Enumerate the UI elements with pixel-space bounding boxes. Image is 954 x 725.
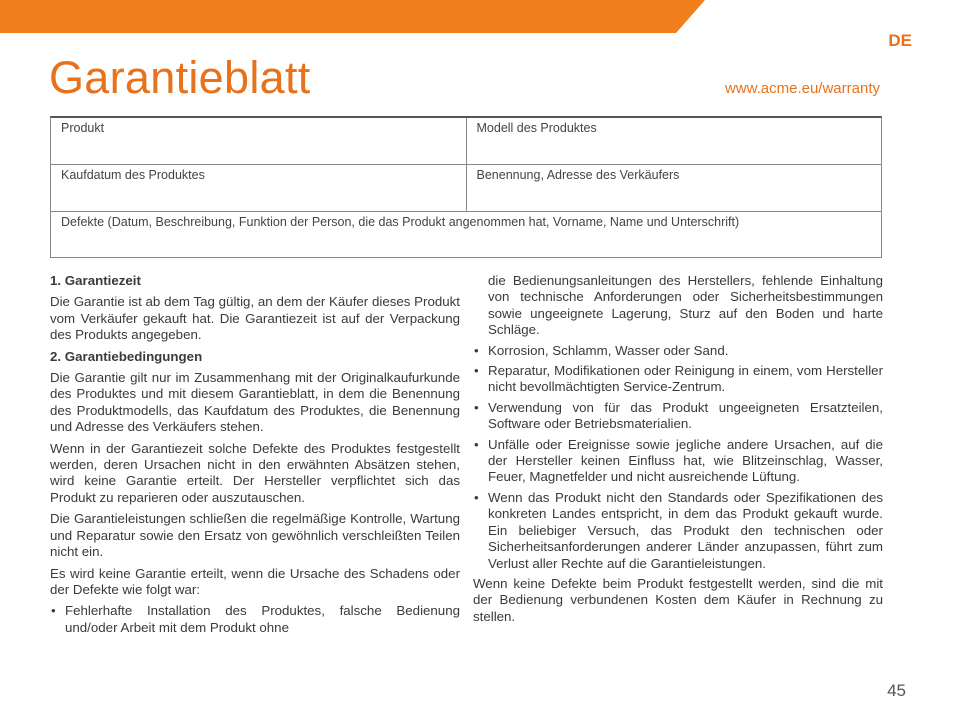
- page-title: Garantieblatt: [49, 52, 311, 103]
- defects-field[interactable]: Defekte (Datum, Beschreibung, Funktion der Person, die das Produkt angenommen hat, Vorname, Name und Unterschrift): [61, 215, 740, 229]
- list-item: • Unfälle oder Ereignisse sowie jegliche andere Ursachen, auf die der Hersteller keinen Einfluss hat, wie Blitzeinschlag, Wasser, Feuer, Magnetfelder und nicht ausreichende Lüftung.: [473, 437, 883, 486]
- list-item: • Wenn das Produkt nicht den Standards oder Spezifikationen des konkreten Landes entspricht, in dem das Produkt gekauft wurde. Ein beliebiger Versuch, das Produkt den technischen oder Sicherheitsanforderungen anderer Länder anzupassen, führt zum Verlust aller Rechte auf die Garantieleistungen.: [473, 490, 883, 572]
- language-badge: DE: [888, 31, 912, 50]
- purchase-date-field[interactable]: Kaufdatum des Produktes: [61, 168, 205, 182]
- exclusion-list: [50, 603, 460, 636]
- paragraph: Die Garantie ist ab dem Tag gültig, an dem der Käufer dieses Produkt vom Verkäufer gekauft hat. Die Garantiezeit ist auf der Verpackung des Produkts angegeben.: [50, 294, 460, 343]
- warranty-form-table: [50, 116, 882, 258]
- list-item: • Fehlerhafte Installation des Produktes, falsche Bedienung und/oder Arbeit mit dem Produkt ohne: [50, 603, 460, 636]
- form-row: [51, 212, 881, 259]
- left-column: [50, 273, 460, 640]
- section-heading-warranty-period: 1. Garantiezeit: [50, 273, 141, 288]
- paragraph: Die Garantieleistungen schließen die regelmäßige Kontrolle, Wartung und Reparatur sowie den Ersatz von gewöhnlich verschleißten Teilen nicht ein.: [50, 511, 460, 560]
- right-column: [473, 273, 883, 630]
- exclusion-list: [473, 343, 883, 572]
- paragraph: Wenn in der Garantiezeit solche Defekte des Produktes festgestellt werden, deren Ursachen nicht in den erwähnten Absätzen stehen, wird keine Garantie erteilt. Der Hersteller verpflichtet sich das Produkt zu reparieren oder auszutauschen.: [50, 440, 460, 505]
- header-band: [0, 0, 954, 33]
- list-item: • Reparatur, Modifikationen oder Reinigung in einem, vom Hersteller nicht bevollmächtigten Service-Zentrum.: [473, 363, 883, 396]
- form-row: [51, 165, 881, 212]
- list-item-continuation: die Bedienungsanleitungen des Herstellers, fehlende Einhaltung von technische Anforderungen oder Sicherheitsbestimmungen sowie ungeeignete Lagerung, Sturz auf den Boden und harte Schläge.: [488, 273, 883, 338]
- paragraph: Die Garantie gilt nur im Zusammenhang mit der Originalkaufurkunde des Produktes und mit diesem Garantieblatt, in dem die Benennung des Produktmodells, das Kaufdatum des Produktes, die Benennung und Adresse des Verkäufers stehen.: [50, 370, 460, 435]
- form-row: [51, 118, 881, 165]
- paragraph: Wenn keine Defekte beim Produkt festgestellt werden, sind die mit der Bedienung verbundenen Kosten dem Käufer in Rechnung zu stellen.: [473, 575, 883, 624]
- paragraph: Es wird keine Garantie erteilt, wenn die Ursache des Schadens oder der Defekte wie folgt war:: [50, 565, 460, 597]
- section-heading-warranty-conditions: 2. Garantiebedingungen: [50, 348, 203, 364]
- list-item: • Verwendung von für das Produkt ungeeigneten Ersatzteilen, Software oder Betriebsmaterialien.: [473, 400, 883, 433]
- product-field[interactable]: Produkt: [61, 121, 105, 135]
- page-number: 45: [887, 681, 906, 700]
- warranty-url-link[interactable]: www.acme.eu/warranty: [724, 80, 880, 97]
- list-item: • Korrosion, Schlamm, Wasser oder Sand.: [473, 343, 883, 359]
- seller-field[interactable]: Benennung, Adresse des Verkäufers: [466, 165, 882, 211]
- model-field[interactable]: Modell des Produktes: [466, 118, 882, 164]
